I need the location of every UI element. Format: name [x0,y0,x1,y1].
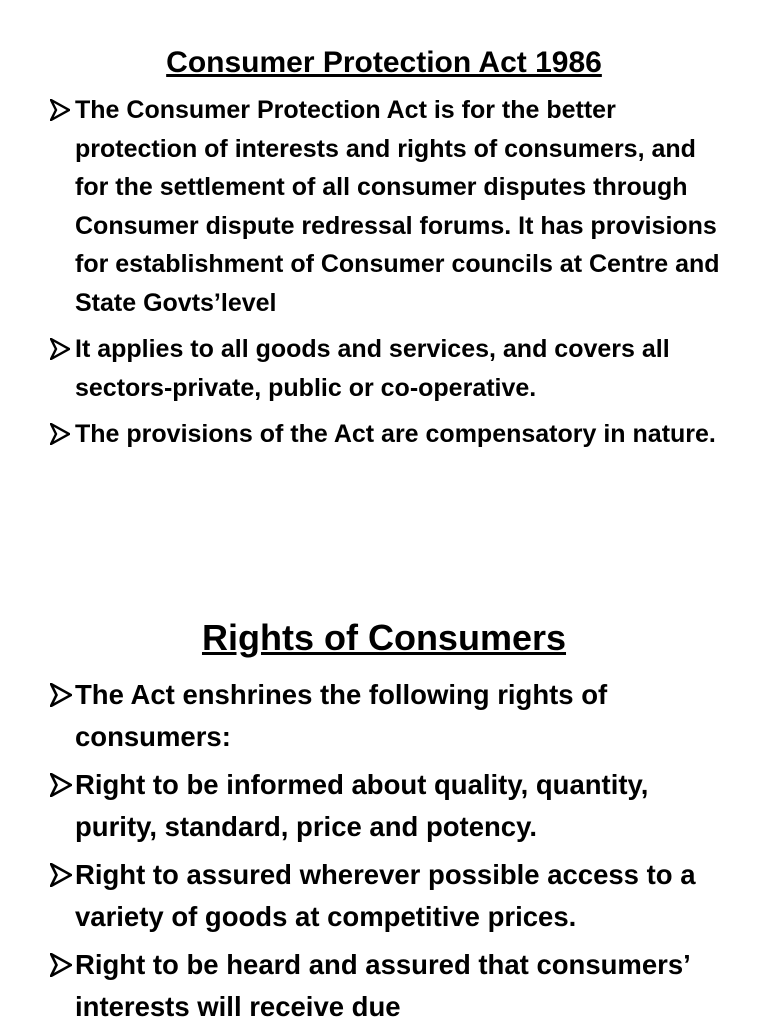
bullet-item [50,330,728,407]
bullet-text: It applies to all goods and services, and covers all sectors-private, public or co-operative. [75,335,670,402]
slide-rights-of-consumers [0,600,768,1024]
arrowhead-bullet-icon [50,674,72,716]
bullet-item [50,415,728,454]
bullet-list [0,674,768,1024]
arrowhead-bullet-icon [50,854,72,896]
bullet-item [50,764,728,848]
bullet-text: The Act enshrines the following rights of consumers: [75,679,608,752]
bullet-item [50,674,728,758]
bullet-text: Right to be heard and assured that consumers’ interests will receive due [75,949,690,1022]
arrowhead-bullet-icon [50,944,72,986]
slide-title: Rights of Consumers [201,617,567,658]
bullet-item [50,944,728,1024]
bullet-text: Right to assured wherever possible access to a variety of goods at competitive prices. [75,859,696,932]
arrowhead-bullet-icon [50,330,72,368]
bullet-text: The Consumer Protection Act is for the better protection of interests and rights of consumers, and for the settlement of all consumer disputes through Consumer dispute redressal forums. It has provisions for establishment of Consumer councils at Centre and State Govts’level [75,96,720,317]
bullet-item [50,91,728,322]
bullet-text: Right to be informed about quality, quantity, purity, standard, price and potency. [75,769,649,842]
slide-title: Consumer Protection Act 1986 [166,46,602,79]
bullet-text: The provisions of the Act are compensatory in nature. [75,420,716,448]
arrowhead-bullet-icon [50,415,72,453]
bullet-item [50,854,728,938]
bullet-list [0,91,768,454]
arrowhead-bullet-icon [50,764,72,806]
arrowhead-bullet-icon [50,91,72,129]
